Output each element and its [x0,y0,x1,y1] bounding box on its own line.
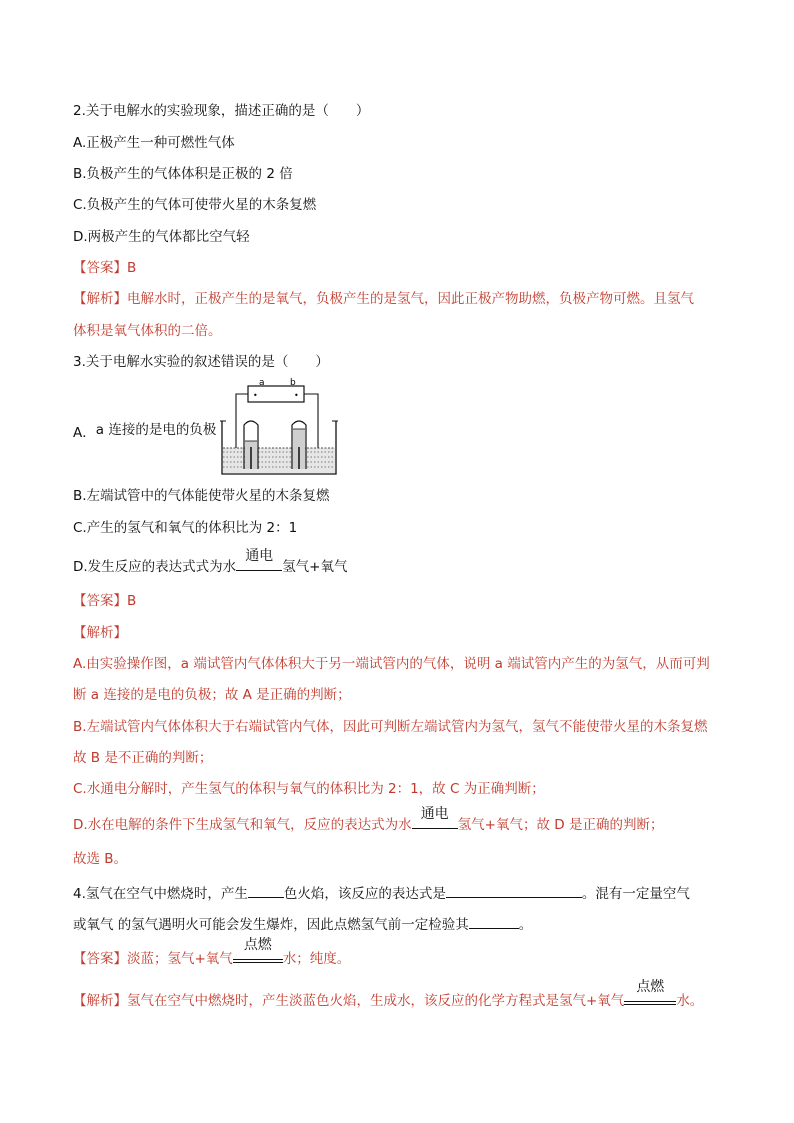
stem-part2: 色火焰，该反应的表达式是 [283,886,446,902]
arrow-condition: 点燃 [243,937,272,953]
answer-value: B [127,260,137,276]
stem-part4: 或氧气 的氢气遇明火可能会发生爆炸，因此点燃氢气前一定检验其 [73,917,469,933]
q4-stem-line2 [73,914,532,934]
blank-purity[interactable] [469,914,519,929]
option-a-prefix: A． [73,425,96,441]
analysis-text: 电解水时，正极产生的是氧气，负极产生的是氢气，因此正极产物助燃，负极产物可燃。且氢气 [127,291,694,307]
q3-analysis-tag [73,624,127,642]
q2-analysis-line1 [73,290,694,308]
q3-option-b: B.左端试管中的气体能使带火星的木条复燃 [73,488,330,504]
q2-option-c: C.负极产生的气体可使带火星的木条复燃 [73,197,317,213]
answer-tag: 【答案】 [73,593,127,609]
stem-part1: 4.氢气在空气中燃烧时，产生 [73,886,248,902]
q3-stem: 3.关于电解水实验的叙述错误的是（ ） [73,354,329,370]
arrow-condition: 通电 [245,548,274,564]
analysis-tag: 【解析】 [73,625,127,641]
q3-analysis-a-line2: 断 a 连接的是电的负极；故 A 是正确的判断； [73,687,351,703]
q4-stem-line1 [73,883,690,903]
answer-part1: 淡蓝；氢气+氧气 [127,951,233,967]
reaction-arrow [236,548,282,571]
analysis-tag: 【解析】 [73,291,127,307]
q2-stem: 2.关于电解水的实验现象，描述正确的是（ ） [73,103,370,119]
svg-text:•: • [294,391,299,400]
analysis-part2: 水。 [676,993,704,1009]
option-d-suffix: 氢气+氧气 [282,559,348,575]
q3-option-c: C.产生的氢气和氧气的体积比为 2：1 [73,520,298,536]
answer-part2: 水；纯度。 [282,951,351,967]
analysis-tag: 【解析】 [73,993,127,1009]
q2-option-d: D.两极产生的气体都比空气轻 [73,229,250,245]
q3-analysis-c: C.水通电分解时，产生氢气的体积与氧气的体积比为 2：1，故 C 为正确判断； [73,781,545,797]
q3-analysis-b-line1: B.左端试管内气体体积大于右端试管内气体，因此可判断左端试管内为氢气，氢气不能使带火星的木条复燃 [73,719,708,735]
q3-answer [73,592,136,610]
svg-text:•: • [253,391,258,400]
diagram-label-b: b [290,378,296,388]
blank-flame-color[interactable] [248,883,284,898]
answer-tag: 【答案】 [73,260,127,276]
q4-answer [73,937,351,968]
stem-part5: 。 [518,917,533,933]
q3-analysis-d [73,806,664,834]
option-a-text: a 连接的是电的负极 [95,422,217,438]
reaction-arrow [624,979,676,1005]
arrow-condition: 点燃 [636,979,665,995]
blank-expression[interactable] [446,883,582,898]
q3-conclusion: 故选 B。 [73,851,128,867]
electrolysis-apparatus-diagram [218,377,342,475]
q3-option-d [73,548,348,576]
q2-option-a: A.正极产生一种可燃性气体 [73,135,235,151]
q4-analysis [73,979,704,1010]
reaction-arrow [412,806,458,829]
q3-analysis-a-line1: A.由实验操作图，a 端试管内气体体积大于另一端试管内的气体，说明 a 端试管内产生的为氢气，从而可判 [73,656,710,672]
q3-option-a [73,421,216,439]
arrow-condition: 通电 [420,806,449,822]
diagram-label-a: a [259,378,265,388]
answer-value: B [127,593,137,609]
reaction-arrow [233,937,283,963]
analysis-d-prefix: D.水在电解的条件下生成氢气和氧气，反应的表达式为水 [73,817,412,833]
q3-analysis-b-line2: 故 B 是不正确的判断； [73,750,213,766]
analysis-part1: 氢气在空气中燃烧时，产生淡蓝色火焰，生成水，该反应的化学方程式是氢气+氧气 [127,993,625,1009]
q2-analysis-line2: 体积是氧气体积的二倍。 [73,323,222,339]
stem-part3: 。混有一定量空气 [581,886,690,902]
answer-tag: 【答案】 [73,951,127,967]
q2-answer [73,259,136,277]
q2-option-b: B.负极产生的气体体积是正极的 2 倍 [73,166,293,182]
analysis-d-suffix: 氢气+氧气；故 D 是正确的判断； [457,817,664,833]
option-d-prefix: D.发生反应的表达式式为水 [73,559,237,575]
